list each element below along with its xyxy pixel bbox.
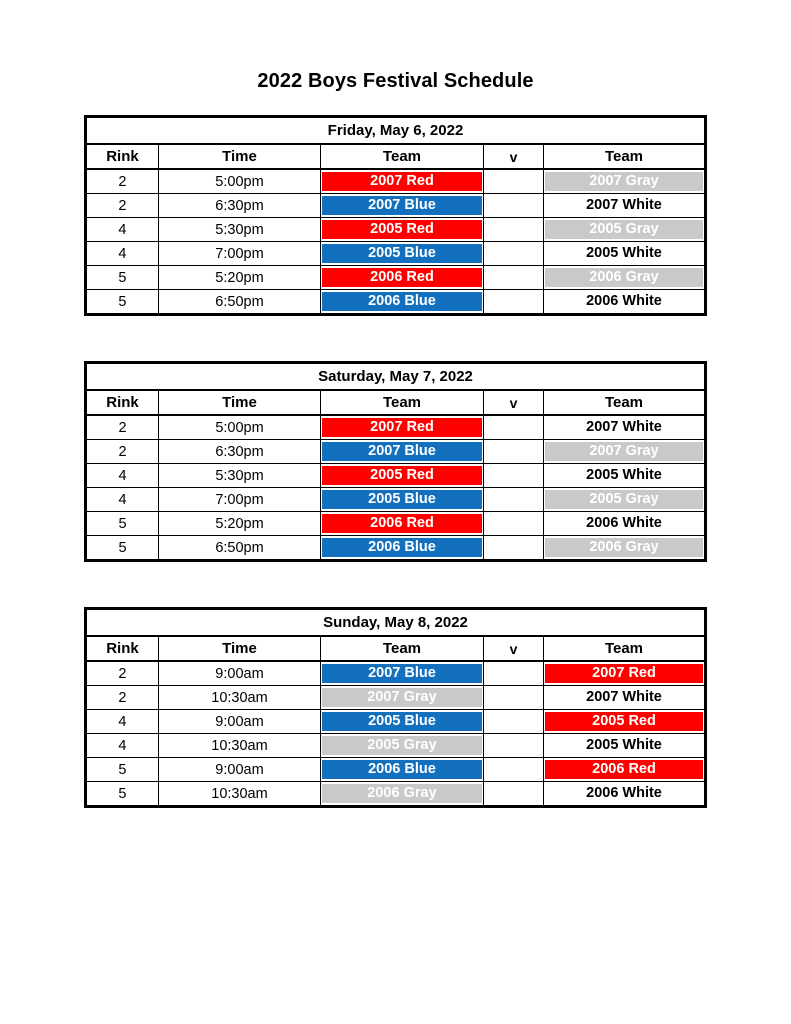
table-row bbox=[85, 242, 705, 266]
column-header-rink: Rink bbox=[86, 390, 159, 415]
cell-rink: 5 bbox=[85, 782, 158, 807]
cell-team-home bbox=[320, 758, 483, 782]
cell-versus bbox=[483, 734, 543, 758]
table-column-header-row bbox=[85, 636, 705, 661]
cell-time: 5:20pm bbox=[159, 512, 321, 536]
table-date-header: Friday, May 6, 2022 bbox=[85, 117, 705, 145]
cell-time: 5:30pm bbox=[159, 464, 321, 488]
cell-team-home bbox=[321, 536, 484, 561]
cell-team-away bbox=[544, 464, 706, 488]
page-title: 2022 Boys Festival Schedule bbox=[257, 70, 534, 92]
team-chip-white: 2005 White bbox=[545, 466, 703, 485]
cell-time: 5:00pm bbox=[158, 169, 320, 194]
cell-rink: 4 bbox=[85, 710, 158, 734]
cell-team-away bbox=[543, 169, 705, 194]
table-row bbox=[85, 194, 705, 218]
schedule-table bbox=[84, 607, 707, 808]
table-row bbox=[86, 415, 706, 440]
cell-versus bbox=[483, 290, 543, 315]
cell-rink: 5 bbox=[86, 512, 159, 536]
cell-rink: 4 bbox=[85, 242, 158, 266]
column-header-versus: v bbox=[483, 144, 543, 169]
cell-rink: 2 bbox=[85, 661, 158, 686]
table-row bbox=[86, 536, 706, 561]
table-row bbox=[86, 488, 706, 512]
cell-team-home bbox=[320, 734, 483, 758]
cell-versus bbox=[483, 266, 543, 290]
cell-versus bbox=[483, 782, 543, 807]
table-row bbox=[85, 266, 705, 290]
table-row bbox=[85, 710, 705, 734]
cell-team-away bbox=[543, 734, 705, 758]
cell-time: 6:30pm bbox=[159, 440, 321, 464]
table-column-header-row bbox=[86, 390, 706, 415]
team-chip-gray: 2005 Gray bbox=[545, 220, 703, 239]
cell-versus bbox=[483, 661, 543, 686]
table-date-header-row bbox=[85, 117, 705, 145]
cell-rink: 2 bbox=[86, 440, 159, 464]
table-row bbox=[85, 169, 705, 194]
cell-time: 9:00am bbox=[158, 758, 320, 782]
team-chip-red: 2006 Red bbox=[545, 760, 703, 779]
cell-versus bbox=[483, 169, 543, 194]
team-chip-gray: 2006 Gray bbox=[322, 784, 482, 803]
cell-team-away bbox=[543, 686, 705, 710]
team-chip-gray: 2006 Gray bbox=[545, 268, 703, 287]
cell-rink: 2 bbox=[85, 194, 158, 218]
cell-versus bbox=[483, 242, 543, 266]
column-header-rink: Rink bbox=[85, 636, 158, 661]
cell-team-home bbox=[321, 440, 484, 464]
team-chip-blue: 2005 Blue bbox=[322, 712, 482, 731]
cell-time: 5:00pm bbox=[159, 415, 321, 440]
cell-team-away bbox=[544, 536, 706, 561]
team-chip-red: 2007 Red bbox=[322, 172, 482, 191]
cell-team-away bbox=[543, 782, 705, 807]
team-chip-blue: 2006 Blue bbox=[322, 760, 482, 779]
team-chip-red: 2005 Red bbox=[545, 712, 703, 731]
table-row bbox=[86, 512, 706, 536]
cell-time: 7:00pm bbox=[159, 488, 321, 512]
cell-versus bbox=[484, 488, 544, 512]
column-header-rink: Rink bbox=[85, 144, 158, 169]
team-chip-blue: 2007 Blue bbox=[322, 196, 482, 215]
team-chip-white: 2007 White bbox=[545, 196, 703, 215]
cell-versus bbox=[484, 415, 544, 440]
schedule-table bbox=[84, 115, 707, 316]
column-header-versus: v bbox=[483, 636, 543, 661]
cell-team-away bbox=[543, 266, 705, 290]
team-chip-gray: 2007 Gray bbox=[322, 688, 482, 707]
cell-team-home bbox=[321, 488, 484, 512]
table-row bbox=[85, 782, 705, 807]
cell-team-home bbox=[320, 218, 483, 242]
column-header-team-home: Team bbox=[320, 636, 483, 661]
cell-team-home bbox=[320, 782, 483, 807]
cell-team-away bbox=[543, 194, 705, 218]
table-row bbox=[85, 734, 705, 758]
cell-team-home bbox=[321, 464, 484, 488]
cell-versus bbox=[483, 194, 543, 218]
cell-time: 9:00am bbox=[158, 710, 320, 734]
cell-versus bbox=[483, 758, 543, 782]
cell-team-away bbox=[543, 290, 705, 315]
cell-team-away bbox=[544, 415, 706, 440]
cell-team-away bbox=[544, 488, 706, 512]
cell-team-home bbox=[320, 710, 483, 734]
cell-versus bbox=[484, 512, 544, 536]
table-row bbox=[85, 290, 705, 315]
cell-team-home bbox=[321, 415, 484, 440]
column-header-time: Time bbox=[159, 390, 321, 415]
cell-rink: 5 bbox=[85, 290, 158, 315]
cell-team-away bbox=[543, 661, 705, 686]
cell-versus bbox=[484, 464, 544, 488]
column-header-versus: v bbox=[484, 390, 544, 415]
cell-team-away bbox=[543, 218, 705, 242]
table-date-header: Saturday, May 7, 2022 bbox=[86, 363, 706, 391]
team-chip-red: 2006 Red bbox=[322, 268, 482, 287]
cell-team-away bbox=[543, 242, 705, 266]
column-header-team-away: Team bbox=[543, 144, 705, 169]
cell-rink: 5 bbox=[85, 758, 158, 782]
team-chip-gray: 2007 Gray bbox=[545, 172, 703, 191]
cell-rink: 4 bbox=[85, 734, 158, 758]
cell-team-away bbox=[544, 440, 706, 464]
cell-team-away bbox=[543, 710, 705, 734]
team-chip-blue: 2006 Blue bbox=[322, 292, 482, 311]
cell-team-home bbox=[320, 661, 483, 686]
cell-time: 6:50pm bbox=[159, 536, 321, 561]
team-chip-white: 2007 White bbox=[545, 688, 703, 707]
cell-time: 7:00pm bbox=[158, 242, 320, 266]
cell-versus bbox=[483, 218, 543, 242]
cell-team-home bbox=[320, 686, 483, 710]
team-chip-blue: 2007 Blue bbox=[322, 442, 482, 461]
table-row bbox=[85, 661, 705, 686]
column-header-team-away: Team bbox=[544, 390, 706, 415]
table-row bbox=[86, 464, 706, 488]
column-header-team-home: Team bbox=[320, 144, 483, 169]
column-header-time: Time bbox=[158, 144, 320, 169]
cell-time: 10:30am bbox=[158, 686, 320, 710]
cell-time: 9:00am bbox=[158, 661, 320, 686]
team-chip-red: 2005 Red bbox=[322, 220, 482, 239]
cell-versus bbox=[484, 536, 544, 561]
cell-time: 6:50pm bbox=[158, 290, 320, 315]
table-date-header-row bbox=[85, 609, 705, 637]
cell-rink: 2 bbox=[85, 169, 158, 194]
team-chip-blue: 2005 Blue bbox=[322, 490, 482, 509]
cell-team-home bbox=[320, 194, 483, 218]
schedule-table bbox=[84, 361, 707, 562]
team-chip-blue: 2007 Blue bbox=[322, 664, 482, 683]
team-chip-red: 2005 Red bbox=[322, 466, 482, 485]
team-chip-gray: 2007 Gray bbox=[545, 442, 703, 461]
cell-team-home bbox=[320, 169, 483, 194]
cell-rink: 2 bbox=[85, 686, 158, 710]
cell-rink: 4 bbox=[85, 218, 158, 242]
cell-versus bbox=[483, 686, 543, 710]
cell-rink: 4 bbox=[86, 488, 159, 512]
cell-team-home bbox=[320, 266, 483, 290]
schedule-tables bbox=[0, 115, 791, 808]
cell-team-away bbox=[543, 758, 705, 782]
team-chip-gray: 2005 Gray bbox=[322, 736, 482, 755]
team-chip-white: 2006 White bbox=[545, 784, 703, 803]
team-chip-red: 2007 Red bbox=[545, 664, 703, 683]
team-chip-red: 2007 Red bbox=[322, 418, 482, 437]
table-row bbox=[85, 758, 705, 782]
team-chip-white: 2005 White bbox=[545, 736, 703, 755]
team-chip-gray: 2005 Gray bbox=[545, 490, 703, 509]
table-date-header: Sunday, May 8, 2022 bbox=[85, 609, 705, 637]
team-chip-white: 2006 White bbox=[545, 292, 703, 311]
team-chip-gray: 2006 Gray bbox=[545, 538, 703, 557]
team-chip-white: 2007 White bbox=[545, 418, 703, 437]
table-row bbox=[85, 686, 705, 710]
team-chip-white: 2006 White bbox=[545, 514, 703, 533]
cell-time: 10:30am bbox=[158, 734, 320, 758]
cell-time: 5:30pm bbox=[158, 218, 320, 242]
column-header-time: Time bbox=[158, 636, 320, 661]
cell-team-home bbox=[321, 512, 484, 536]
table-column-header-row bbox=[85, 144, 705, 169]
table-row bbox=[85, 218, 705, 242]
cell-time: 10:30am bbox=[158, 782, 320, 807]
cell-rink: 4 bbox=[86, 464, 159, 488]
column-header-team-away: Team bbox=[543, 636, 705, 661]
cell-team-away bbox=[544, 512, 706, 536]
team-chip-blue: 2006 Blue bbox=[322, 538, 482, 557]
team-chip-blue: 2005 Blue bbox=[322, 244, 482, 263]
column-header-team-home: Team bbox=[321, 390, 484, 415]
team-chip-white: 2005 White bbox=[545, 244, 703, 263]
team-chip-red: 2006 Red bbox=[322, 514, 482, 533]
cell-rink: 5 bbox=[85, 266, 158, 290]
cell-versus bbox=[484, 440, 544, 464]
table-row bbox=[86, 440, 706, 464]
cell-versus bbox=[483, 710, 543, 734]
cell-team-home bbox=[320, 242, 483, 266]
cell-team-home bbox=[320, 290, 483, 315]
table-date-header-row bbox=[86, 363, 706, 391]
cell-rink: 2 bbox=[86, 415, 159, 440]
cell-time: 5:20pm bbox=[158, 266, 320, 290]
cell-rink: 5 bbox=[86, 536, 159, 561]
cell-time: 6:30pm bbox=[158, 194, 320, 218]
